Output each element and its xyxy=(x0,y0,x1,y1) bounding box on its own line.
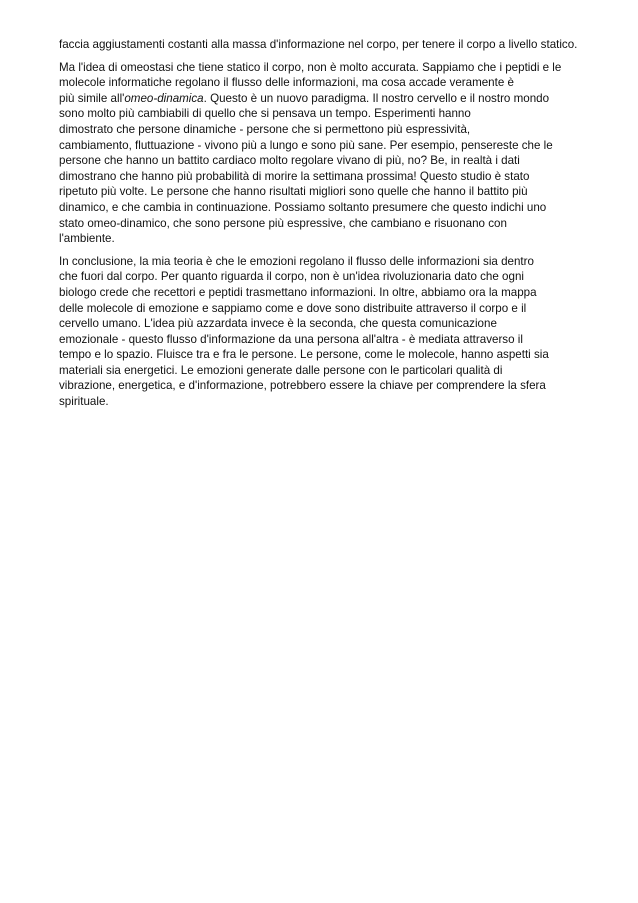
text-line xyxy=(59,285,589,301)
text-line xyxy=(59,153,589,169)
text-run: . Questo è un nuovo paradigma. Il nostro cervello e il nostro mondo xyxy=(203,91,550,105)
text-line xyxy=(59,378,589,394)
text-line xyxy=(59,75,589,91)
text-line xyxy=(59,106,589,122)
text-line xyxy=(59,332,589,348)
document-page xyxy=(59,37,589,417)
emphasized-term: omeo-dinamica xyxy=(124,91,204,105)
text-run: biologo crede che recettori e peptidi trasmettano informazioni. In oltre, abbiamo ora la mappa xyxy=(59,285,537,299)
text-line xyxy=(59,231,589,247)
text-run: tempo e lo spazio. Fluisce tra e fra le persone. Le persone, come le molecole, hanno aspetti sia xyxy=(59,348,549,362)
text-line xyxy=(59,254,589,270)
text-line xyxy=(59,269,589,285)
text-line xyxy=(59,91,589,107)
text-run: In conclusione, la mia teoria è che le emozioni regolano il flusso delle informazioni sia dentro xyxy=(59,254,534,268)
paragraph xyxy=(59,60,589,247)
text-line xyxy=(59,316,589,332)
text-run: cervello umano. L'idea più azzardata invece è la seconda, che questa comunicazione xyxy=(59,317,497,331)
text-run: delle molecole di emozione e sappiamo come e dove sono distribuite attraverso il corpo e il xyxy=(59,301,527,315)
text-run: emozionale - questo flusso d'informazione da una persona all'altra - è mediata attraverso il xyxy=(59,332,523,346)
text-line xyxy=(59,200,589,216)
text-run: l'ambiente. xyxy=(59,232,115,246)
text-run: che fuori dal corpo. Per quanto riguarda il corpo, non è un'idea rivoluzionaria dato che ogni xyxy=(59,270,524,284)
text-line xyxy=(59,184,589,200)
paragraph xyxy=(59,254,589,410)
text-run: materiali sia energetici. Le emozioni generate dalle persone con le particolari qualità di xyxy=(59,363,503,377)
text-line xyxy=(59,216,589,232)
text-line xyxy=(59,37,589,53)
text-run: dimostrano che hanno più probabilità di morire la settimana prossima! Questo studio è stato xyxy=(59,169,530,183)
text-run: spirituale. xyxy=(59,395,109,409)
text-run: più simile all' xyxy=(59,91,125,105)
text-run: cambiamento, fluttuazione - vivono più a lungo e sono più sane. Per esempio, pensereste che le xyxy=(59,138,553,152)
text-run: dimostrato che persone dinamiche - persone che si permettono più espressività, xyxy=(59,122,471,136)
text-line xyxy=(59,394,589,410)
text-line xyxy=(59,347,589,363)
text-run: molecole informatiche regolano il flusso delle informazioni, ma cosa accade veramente è xyxy=(59,76,514,90)
text-line xyxy=(59,301,589,317)
text-run: ripetuto più volte. Le persone che hanno risultati migliori sono quelle che hanno il battito più xyxy=(59,185,528,199)
text-run: vibrazione, energetica, e d'informazione, potrebbero essere la chiave per comprendere la sfera xyxy=(59,379,546,393)
text-run: faccia aggiustamenti costanti alla massa d'informazione nel corpo, per tenere il corpo a livello statico. xyxy=(59,38,578,51)
paragraph xyxy=(59,37,589,53)
text-line xyxy=(59,60,589,76)
text-run: stato omeo-dinamico, che sono persone più espressive, che cambiano e risuonano con xyxy=(59,216,507,230)
text-line xyxy=(59,169,589,185)
text-line xyxy=(59,138,589,154)
text-line xyxy=(59,122,589,138)
text-run: dinamico, e che cambia in continuazione. Possiamo soltanto presumere che questo indichi uno xyxy=(59,200,547,214)
text-line xyxy=(59,363,589,379)
text-run: sono molto più cambiabili di quello che si pensava un tempo. Esperimenti hanno xyxy=(59,107,471,121)
text-run: Ma l'idea di omeostasi che tiene statico il corpo, non è molto accurata. Sappiamo che i peptidi e le xyxy=(59,60,562,74)
text-run: persone che hanno un battito cardiaco molto regolare vivano di più, no? Be, in realtà i dati xyxy=(59,154,520,168)
